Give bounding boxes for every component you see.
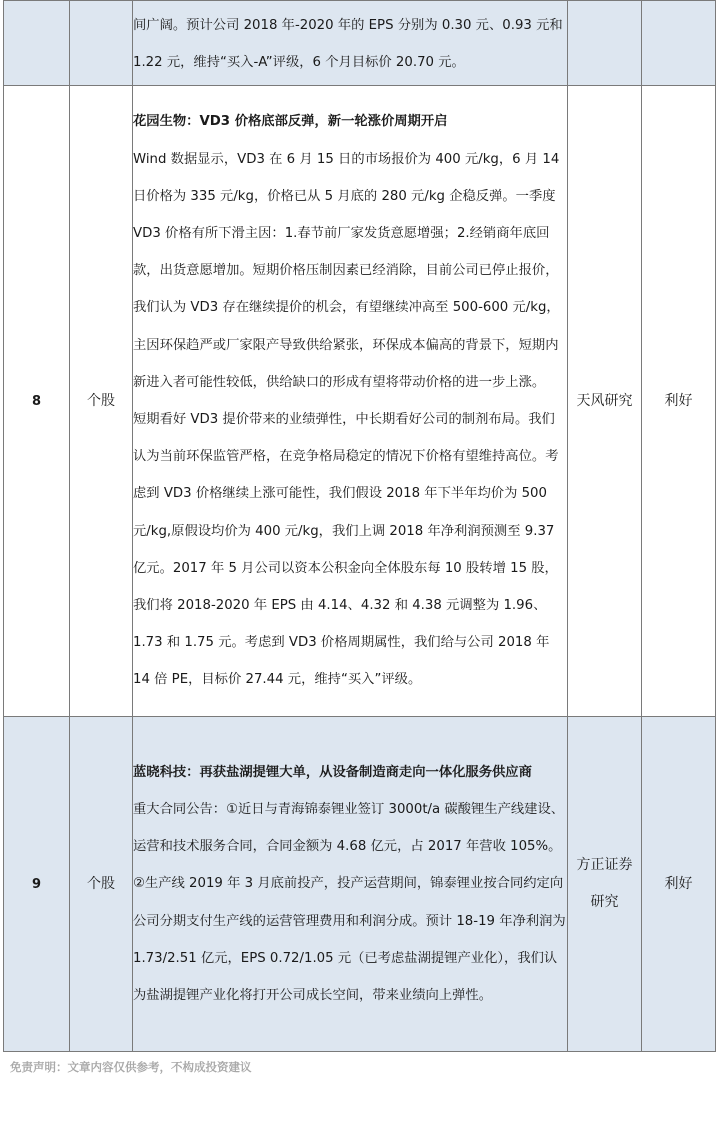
row-source: [568, 86, 642, 717]
row-rating: 利好: [642, 86, 716, 717]
table-row: [4, 717, 716, 1052]
source-line: 研究: [590, 894, 619, 910]
row-number: [4, 1, 70, 86]
row-content: [133, 86, 568, 717]
source-line: 方正证券: [576, 857, 633, 873]
row-content: [133, 717, 568, 1052]
row-number: 9: [4, 717, 70, 1052]
row-content: [133, 1, 568, 86]
research-table: [3, 0, 716, 1052]
content-title: 花园生物：VD3 价格底部反弹，新一轮涨价周期开启: [133, 114, 448, 130]
row-type: 个股: [70, 717, 133, 1052]
content-paragraph: 重大合同公告：①近日与青海锦泰锂业签订 3000t/a 碳酸锂生产线建设、运营和技术服务合同，合同金额为 4.68 亿元，占 2017 年营收 105%。②生产线 2019 年 3 月底前投产，投产运营期间，锦泰锂业按合同约定向公司分期支付生产线的运营管理费用和利润分成。预计 18-19 年净利润为 1.73/2.51 亿元，EPS 0.72/1.05 元（已考虑盐湖提锂产业化），我们认为盐湖提锂产业化将打开公司成长空间，带来业绩向上弹性。: [133, 801, 566, 1003]
content-paragraph: Wind 数据显示，VD3 在 6 月 15 日的市场报价为 400 元/kg，6 月 14 日价格为 335 元/kg，价格已从 5 月底的 280 元/kg 企稳反弹。一季度 VD3 价格有所下滑主因：1.春节前厂家发货意愿增强；2.经销商年底回款，出货意愿增加。短期价格压制因素已经消除，目前公司已停止报价，我们认为 VD3 存在继续提价的机会，有望继续冲高至 500-600 元/kg，主因环保趋严或厂家限产导致供给紧张，环保成本偏高的背景下，短期内新进入者可能性较低，供给缺口的形成有望将带动价格的进一步上涨。: [133, 151, 560, 390]
table-row: [4, 86, 716, 717]
content-paragraph: 短期看好 VD3 提价带来的业绩弹性，中长期看好公司的制剂布局。我们认为当前环保监管严格，在竞争格局稳定的情况下价格有望维持高位。考虑到 VD3 价格继续上涨可能性，我们假设 2018 年下半年均价为 500 元/kg,原假设均价为 400 元/kg，我们上调 2018 年净利润预测至 9.37 亿元。2017 年 5 月公司以资本公积金向全体股东每 10 股转增 15 股，我们将 2018-2020 年 EPS 由 4.14、4.32 和 4.38 元调整为 1.96、1.73 和 1.75 元。考虑到 VD3 价格周期属性，我们给与公司 2018 年 14 倍 PE，目标价 27.44 元，维持“买入”评级。: [133, 412, 559, 688]
content-paragraph: 间广阔。预计公司 2018 年-2020 年的 EPS 分别为 0.30 元、0.93 元和 1.22 元，维持“买入-A”评级，6 个月目标价 20.70 元。: [133, 17, 563, 70]
row-type: 个股: [70, 86, 133, 717]
row-rating: [642, 1, 716, 86]
row-source: [568, 1, 642, 86]
row-rating: 利好: [642, 717, 716, 1052]
table-row: [4, 1, 716, 86]
row-source: [568, 717, 642, 1052]
content-title: 蓝晓科技：再获盐湖提锂大单，从设备制造商走向一体化服务供应商: [133, 764, 532, 780]
row-type: [70, 1, 133, 86]
disclaimer: 免责声明：文章内容仅供参考，不构成投资建议: [10, 1060, 252, 1074]
source-line: 天风研究: [576, 392, 633, 409]
row-number: 8: [4, 86, 70, 717]
